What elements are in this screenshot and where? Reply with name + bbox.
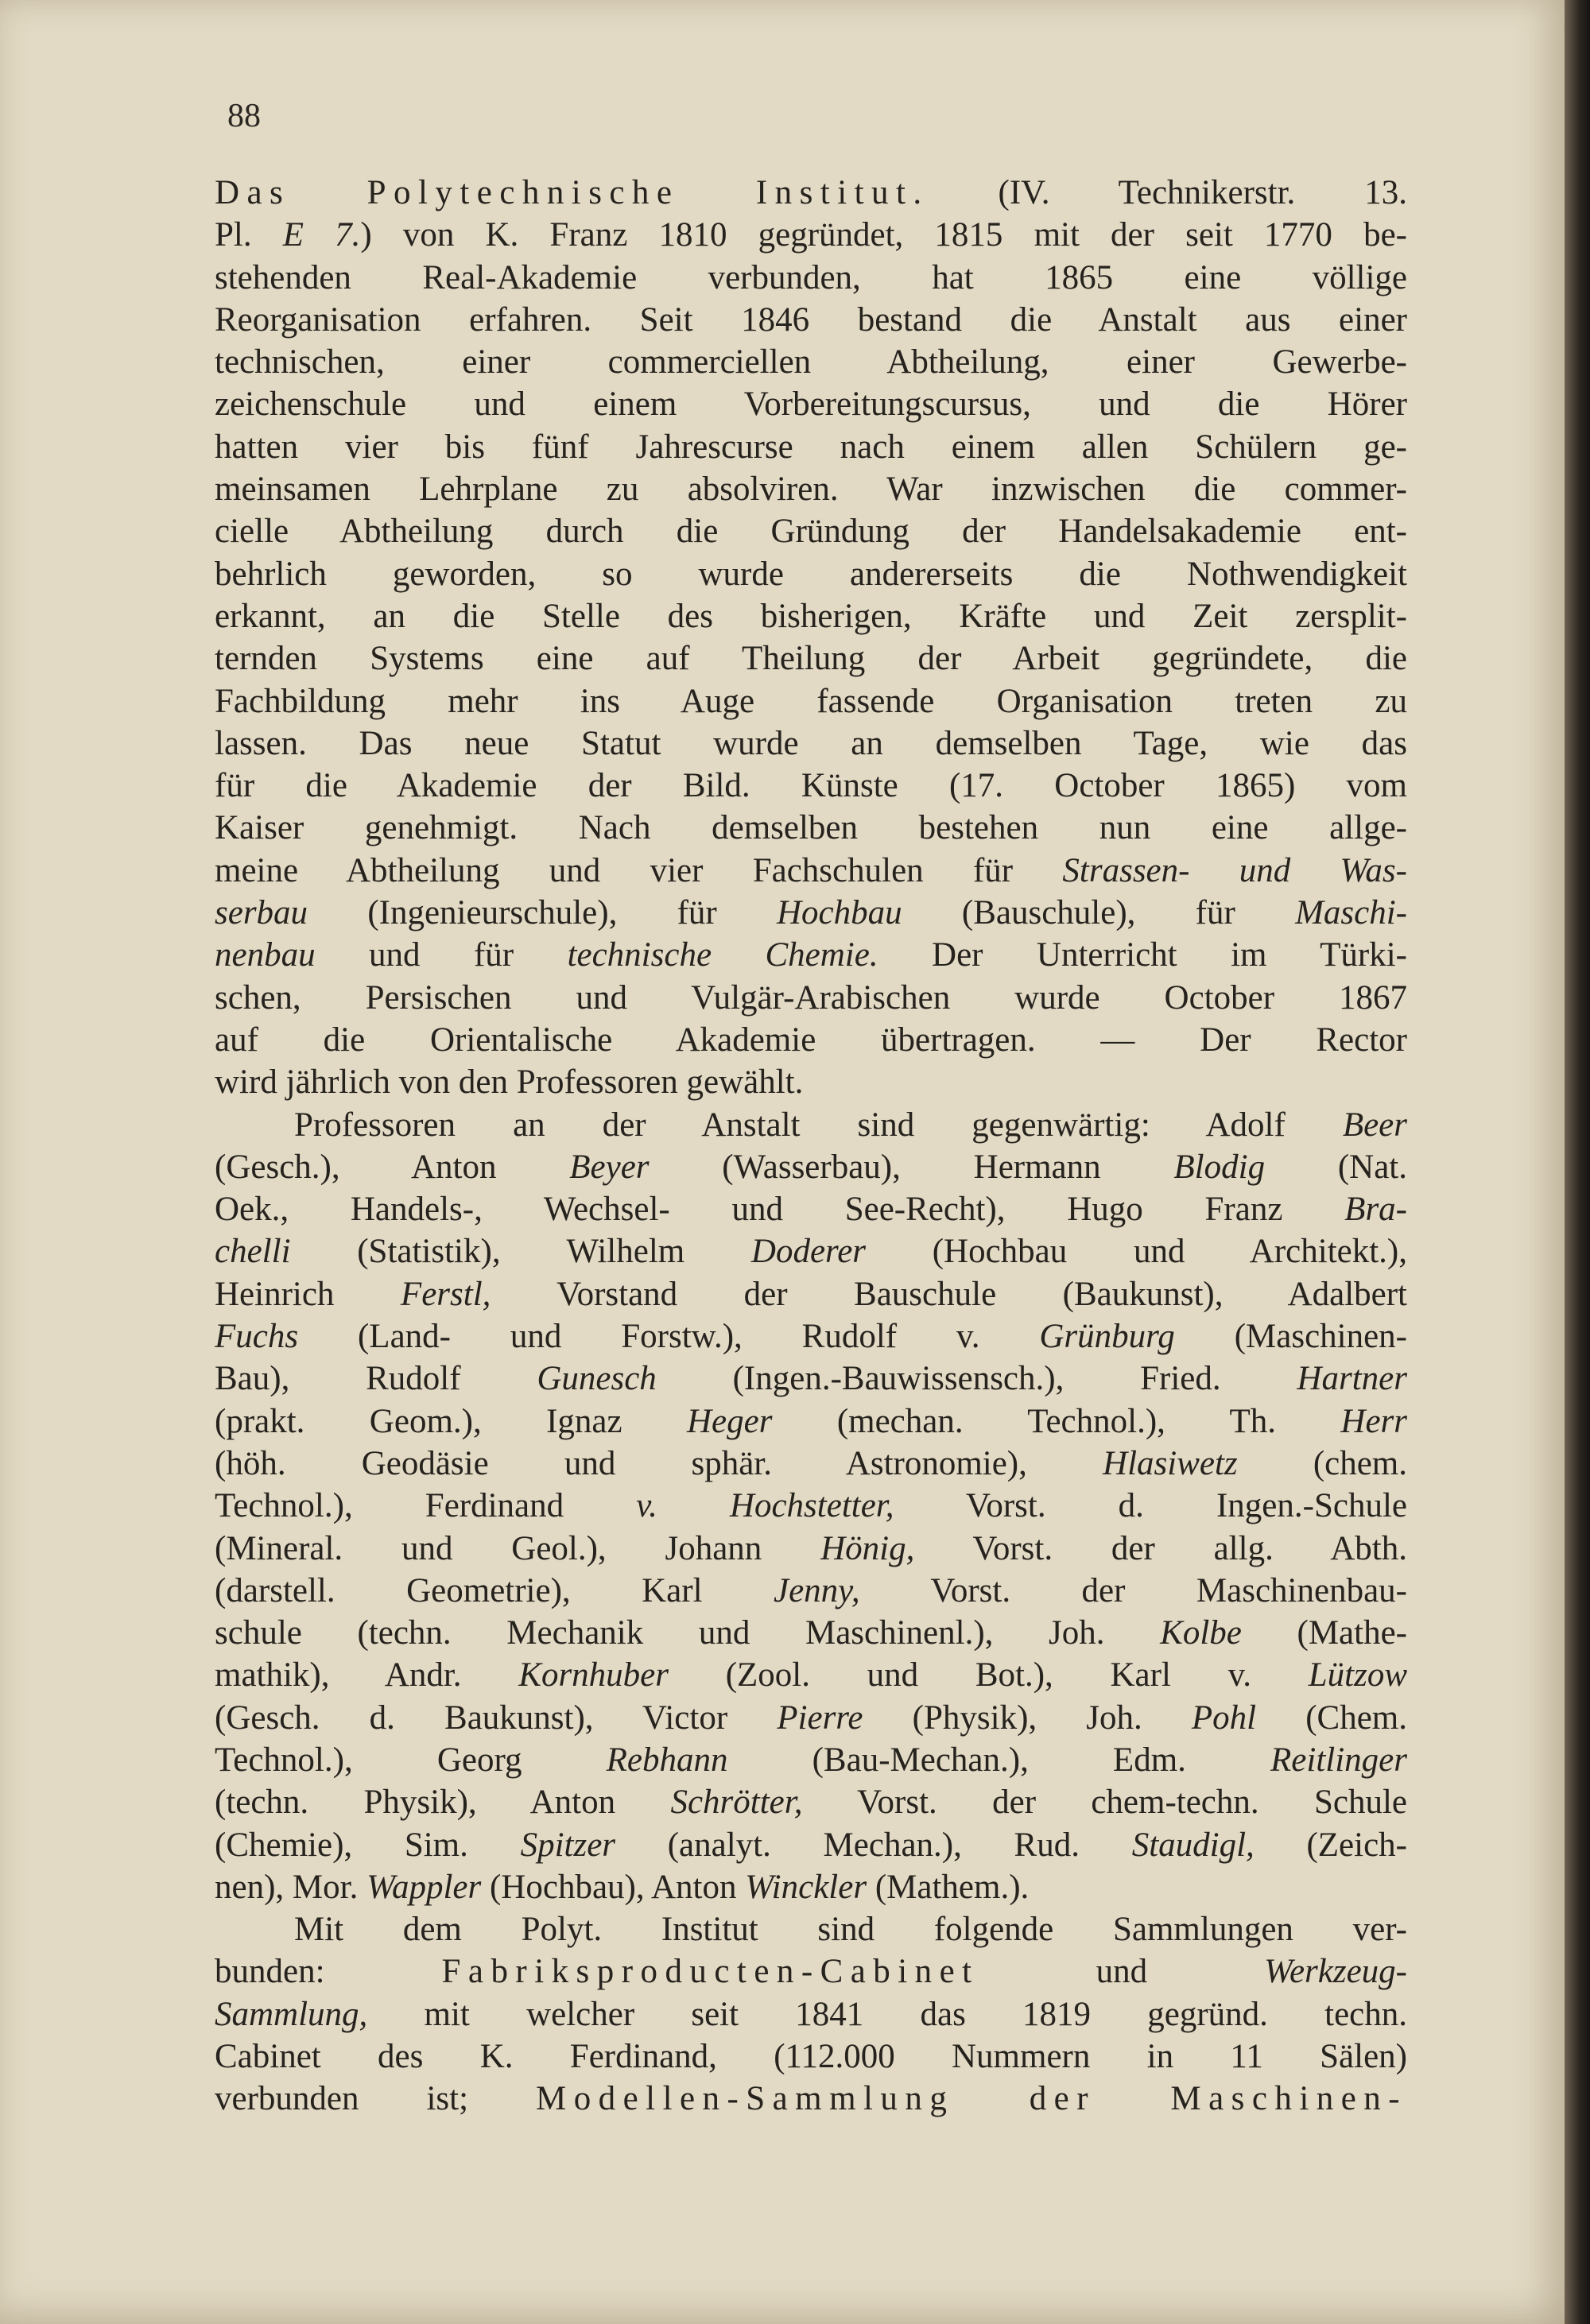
page-number: 88	[227, 98, 261, 134]
text-run: (Ingenieurschule), für	[308, 894, 777, 932]
italic-name: Wappler	[366, 1868, 482, 1906]
text-line	[215, 257, 1407, 299]
text-line	[215, 299, 1407, 341]
text-line	[215, 765, 1407, 807]
text-run: (Maschinen-	[1174, 1318, 1407, 1356]
text-line	[215, 1824, 1407, 1866]
text-run: (Mineral. und Geol.), Johann	[215, 1529, 821, 1567]
italic-name: Herr	[1340, 1402, 1407, 1440]
text-run: (IV. Technikerstr. 13.	[929, 174, 1407, 211]
text-run: (techn. Physik), Anton	[215, 1784, 671, 1822]
text-run: (Bau-Mechan.), Edm.	[727, 1741, 1271, 1779]
text-run: stehenden Real-Akademie verbunden, hat 1865 eine völlige	[215, 258, 1407, 296]
italic-name: Gunesch	[537, 1360, 657, 1398]
text-run: (analyt. Mechan.), Rud.	[615, 1826, 1132, 1864]
text-run: (chem.	[1237, 1444, 1407, 1482]
text-run: Kaiser genehmigt. Nach demselben bestehen nun eine allge-	[215, 809, 1407, 847]
text-run: (Statistik), Wilhelm	[290, 1233, 751, 1271]
text-run: (Land- und Forstw.), Rudolf v.	[298, 1318, 1040, 1356]
italic-name: Ferstl,	[400, 1275, 491, 1313]
text-run: cielle Abtheilung durch die Gründung der Handelsakademie ent-	[215, 513, 1407, 551]
text-run: erkannt, an die Stelle des bisherigen, Kräfte und Zeit zersplit-	[215, 597, 1407, 635]
text-line	[215, 172, 1407, 214]
italic-name: Reitlinger	[1270, 1741, 1407, 1779]
text-run: für die Akademie der Bild. Künste (17. October 1865) vom	[215, 767, 1407, 805]
italic-name: Kolbe	[1160, 1614, 1242, 1652]
page-edge	[1565, 0, 1590, 2324]
text-run: Vorst. der allg. Abth.	[914, 1529, 1407, 1567]
italic-name: Hartner	[1297, 1360, 1407, 1398]
text-line	[215, 1781, 1407, 1823]
text-run: nen), Mor.	[215, 1868, 367, 1906]
text-line	[215, 1400, 1407, 1443]
body-text	[215, 172, 1407, 2121]
italic-name: nenbau	[215, 936, 316, 974]
italic-name: Beer	[1342, 1106, 1407, 1144]
text-line	[215, 341, 1407, 383]
text-run: verbunden ist;	[215, 2080, 536, 2118]
italic-name: Pohl	[1191, 1698, 1257, 1737]
text-line	[215, 722, 1407, 765]
text-run: mit welcher seit 1841 das 1819 gegründ. techn.	[367, 1995, 1407, 2033]
text-run: Oek., Handels-, Wechsel- und See-Recht), Hugo Franz	[215, 1191, 1345, 1229]
spaced-heading: Modellen-Sammlung der Maschinen-	[536, 2080, 1407, 2118]
italic-name: E 7.	[282, 216, 361, 254]
text-run: (darstell. Geometrie), Karl	[215, 1571, 774, 1609]
text-line	[215, 1019, 1407, 1061]
italic-name: Werkzeug-	[1264, 1953, 1407, 1991]
italic-name: Winckler	[745, 1868, 867, 1906]
italic-name: Hlasiwetz	[1103, 1444, 1238, 1482]
text-line	[215, 1104, 1407, 1146]
italic-name: Bra-	[1344, 1191, 1407, 1229]
text-line	[215, 1570, 1407, 1612]
text-run: hatten vier bis fünf Jahrescurse nach einem allen Schülern ge-	[215, 428, 1407, 466]
text-run: (höh. Geodäsie und sphär. Astronomie),	[215, 1444, 1103, 1482]
text-line	[215, 1230, 1407, 1272]
italic-name: serbau	[215, 894, 308, 932]
text-run: auf die Orientalische Akademie übertragen. — Der Rector	[215, 1021, 1407, 1059]
text-line	[215, 1697, 1407, 1739]
italic-name: Schrötter,	[670, 1784, 803, 1822]
text-run: (Nat.	[1265, 1148, 1407, 1186]
text-run: Professoren an der Anstalt sind gegenwärtig: Adolf	[294, 1106, 1343, 1144]
text-run: ternden Systems eine auf Theilung der Arbeit gegründete, die	[215, 640, 1407, 678]
text-run: (Physik), Joh.	[863, 1698, 1192, 1737]
text-run: mathik), Andr.	[215, 1656, 519, 1695]
text-line	[215, 1358, 1407, 1400]
spaced-heading: Das Polytechnische Institut.	[215, 174, 929, 211]
text-line	[215, 1485, 1407, 1527]
text-run: wird jährlich von den Professoren gewählt.	[215, 1063, 804, 1102]
text-run: schen, Persischen und Vulgär-Arabischen wurde October 1867	[215, 978, 1407, 1017]
text-line	[215, 1612, 1407, 1654]
text-run: Reorganisation erfahren. Seit 1846 bestand die Anstalt aus einer	[215, 300, 1407, 339]
text-run: (Gesch.), Anton	[215, 1148, 570, 1186]
text-run: Der Unterricht im Türki-	[878, 936, 1407, 974]
text-line	[215, 468, 1407, 510]
italic-name: Doderer	[750, 1233, 867, 1271]
text-line	[215, 850, 1407, 892]
italic-name: v. Hochstetter,	[636, 1487, 894, 1525]
italic-name: Heger	[686, 1402, 773, 1440]
text-run: Technol.), Ferdinand	[215, 1487, 637, 1525]
text-line	[215, 1866, 1407, 1908]
text-line	[215, 510, 1407, 552]
text-run: bunden:	[215, 1953, 442, 1991]
text-run: (Zeich-	[1254, 1826, 1407, 1864]
spaced-heading: Fabriksproducten-Cabinet	[441, 1953, 979, 1991]
italic-name: Jenny,	[773, 1571, 860, 1609]
text-line	[215, 1188, 1407, 1230]
italic-name: chelli	[215, 1233, 291, 1271]
text-line	[215, 1950, 1407, 1993]
italic-name: Kornhuber	[518, 1656, 669, 1695]
text-line	[215, 807, 1407, 849]
text-line	[215, 1273, 1407, 1315]
text-run: (Hochbau), Anton	[481, 1868, 746, 1906]
text-line	[215, 1654, 1407, 1696]
text-run: (Bauschule), für	[902, 894, 1296, 932]
text-line	[215, 2035, 1407, 2078]
text-run: (Hochbau und Architekt.),	[866, 1233, 1407, 1271]
text-run: (Zool. und Bot.), Karl v.	[669, 1656, 1309, 1695]
text-run: lassen. Das neue Statut wurde an demselben Tage, wie das	[215, 724, 1407, 762]
text-line	[215, 977, 1407, 1019]
text-run: Heinrich	[215, 1275, 401, 1313]
italic-name: Beyer	[569, 1148, 650, 1186]
text-line	[215, 1443, 1407, 1485]
italic-name: Hochbau	[777, 894, 902, 932]
text-run: (Ingen.-Bauwissensch.), Fried.	[656, 1360, 1297, 1398]
text-line	[215, 1061, 1407, 1103]
text-run: Cabinet des K. Ferdinand, (112.000 Nummern in 11 Sälen)	[215, 2038, 1407, 2076]
text-line	[215, 1528, 1407, 1570]
text-run: behrlich geworden, so wurde andererseits die Nothwendigkeit	[215, 555, 1407, 593]
text-run: zeichenschule und einem Vorbereitungscursus, und die Hörer	[215, 385, 1407, 424]
text-line	[215, 1908, 1407, 1950]
italic-name: Maschi-	[1295, 894, 1407, 932]
italic-name: Pierre	[777, 1698, 863, 1737]
italic-name: Hönig,	[820, 1529, 915, 1567]
text-run: Vorst. d. Ingen.-Schule	[894, 1487, 1407, 1525]
text-line	[215, 2078, 1407, 2120]
text-run: schule (techn. Mechanik und Maschinenl.), Joh.	[215, 1614, 1161, 1652]
text-run: (mechan. Technol.), Th.	[772, 1402, 1341, 1440]
text-line	[215, 1315, 1407, 1358]
italic-name: Grünburg	[1039, 1318, 1175, 1356]
text-run: und für	[315, 936, 568, 974]
text-run: (Chem.	[1256, 1698, 1407, 1737]
text-run: Bau), Rudolf	[215, 1360, 537, 1398]
text-run: Mit dem Polyt. Institut sind folgende Sammlungen ver-	[294, 1911, 1407, 1949]
italic-name: Blodig	[1173, 1148, 1266, 1186]
text-run: (Chemie), Sim.	[215, 1826, 521, 1864]
text-run: Vorstand der Bauschule (Baukunst), Adalbert	[491, 1275, 1407, 1313]
text-run: meinsamen Lehrplane zu absolviren. War inzwischen die commer-	[215, 471, 1407, 509]
text-run: Vorst. der Maschinenbau-	[859, 1571, 1407, 1609]
text-line	[215, 1739, 1407, 1781]
italic-name: Strassen- und Was-	[1062, 851, 1407, 889]
text-line	[215, 892, 1407, 934]
text-run: ) von K. Franz 1810 gegründet, 1815 mit der seit 1770 be-	[360, 216, 1407, 254]
text-line	[215, 553, 1407, 595]
text-run: Pl.	[215, 216, 283, 254]
italic-name: Lützow	[1308, 1656, 1407, 1695]
text-run: meine Abtheilung und vier Fachschulen für	[215, 851, 1063, 889]
italic-name: Fuchs	[215, 1318, 299, 1356]
text-run: und	[979, 1953, 1265, 1991]
text-line	[215, 637, 1407, 680]
text-run: (Wasserbau), Hermann	[649, 1148, 1174, 1186]
text-run: Fachbildung mehr ins Auge fassende Organisation treten zu	[215, 682, 1407, 720]
text-run: (Gesch. d. Baukunst), Victor	[215, 1698, 778, 1737]
text-line	[215, 595, 1407, 637]
italic-name: Rebhann	[606, 1741, 728, 1779]
text-line	[215, 680, 1407, 722]
text-line	[215, 934, 1407, 976]
italic-name: Sammlung,	[215, 1995, 368, 2033]
italic-name: Staudigl,	[1131, 1826, 1255, 1864]
text-run: (Mathem.).	[867, 1868, 1030, 1906]
text-line	[215, 426, 1407, 468]
text-run: (prakt. Geom.), Ignaz	[215, 1402, 687, 1440]
italic-name: technische Chemie.	[567, 936, 878, 974]
text-line	[215, 1146, 1407, 1188]
text-line	[215, 1993, 1407, 2035]
text-run: technischen, einer commerciellen Abtheilung, einer Gewerbe-	[215, 343, 1407, 382]
italic-name: Spitzer	[520, 1826, 616, 1864]
text-run: (Mathe-	[1241, 1614, 1407, 1652]
text-run: Vorst. der chem-techn. Schule	[802, 1784, 1407, 1822]
text-line	[215, 214, 1407, 256]
text-run: Technol.), Georg	[215, 1741, 607, 1779]
text-line	[215, 383, 1407, 425]
